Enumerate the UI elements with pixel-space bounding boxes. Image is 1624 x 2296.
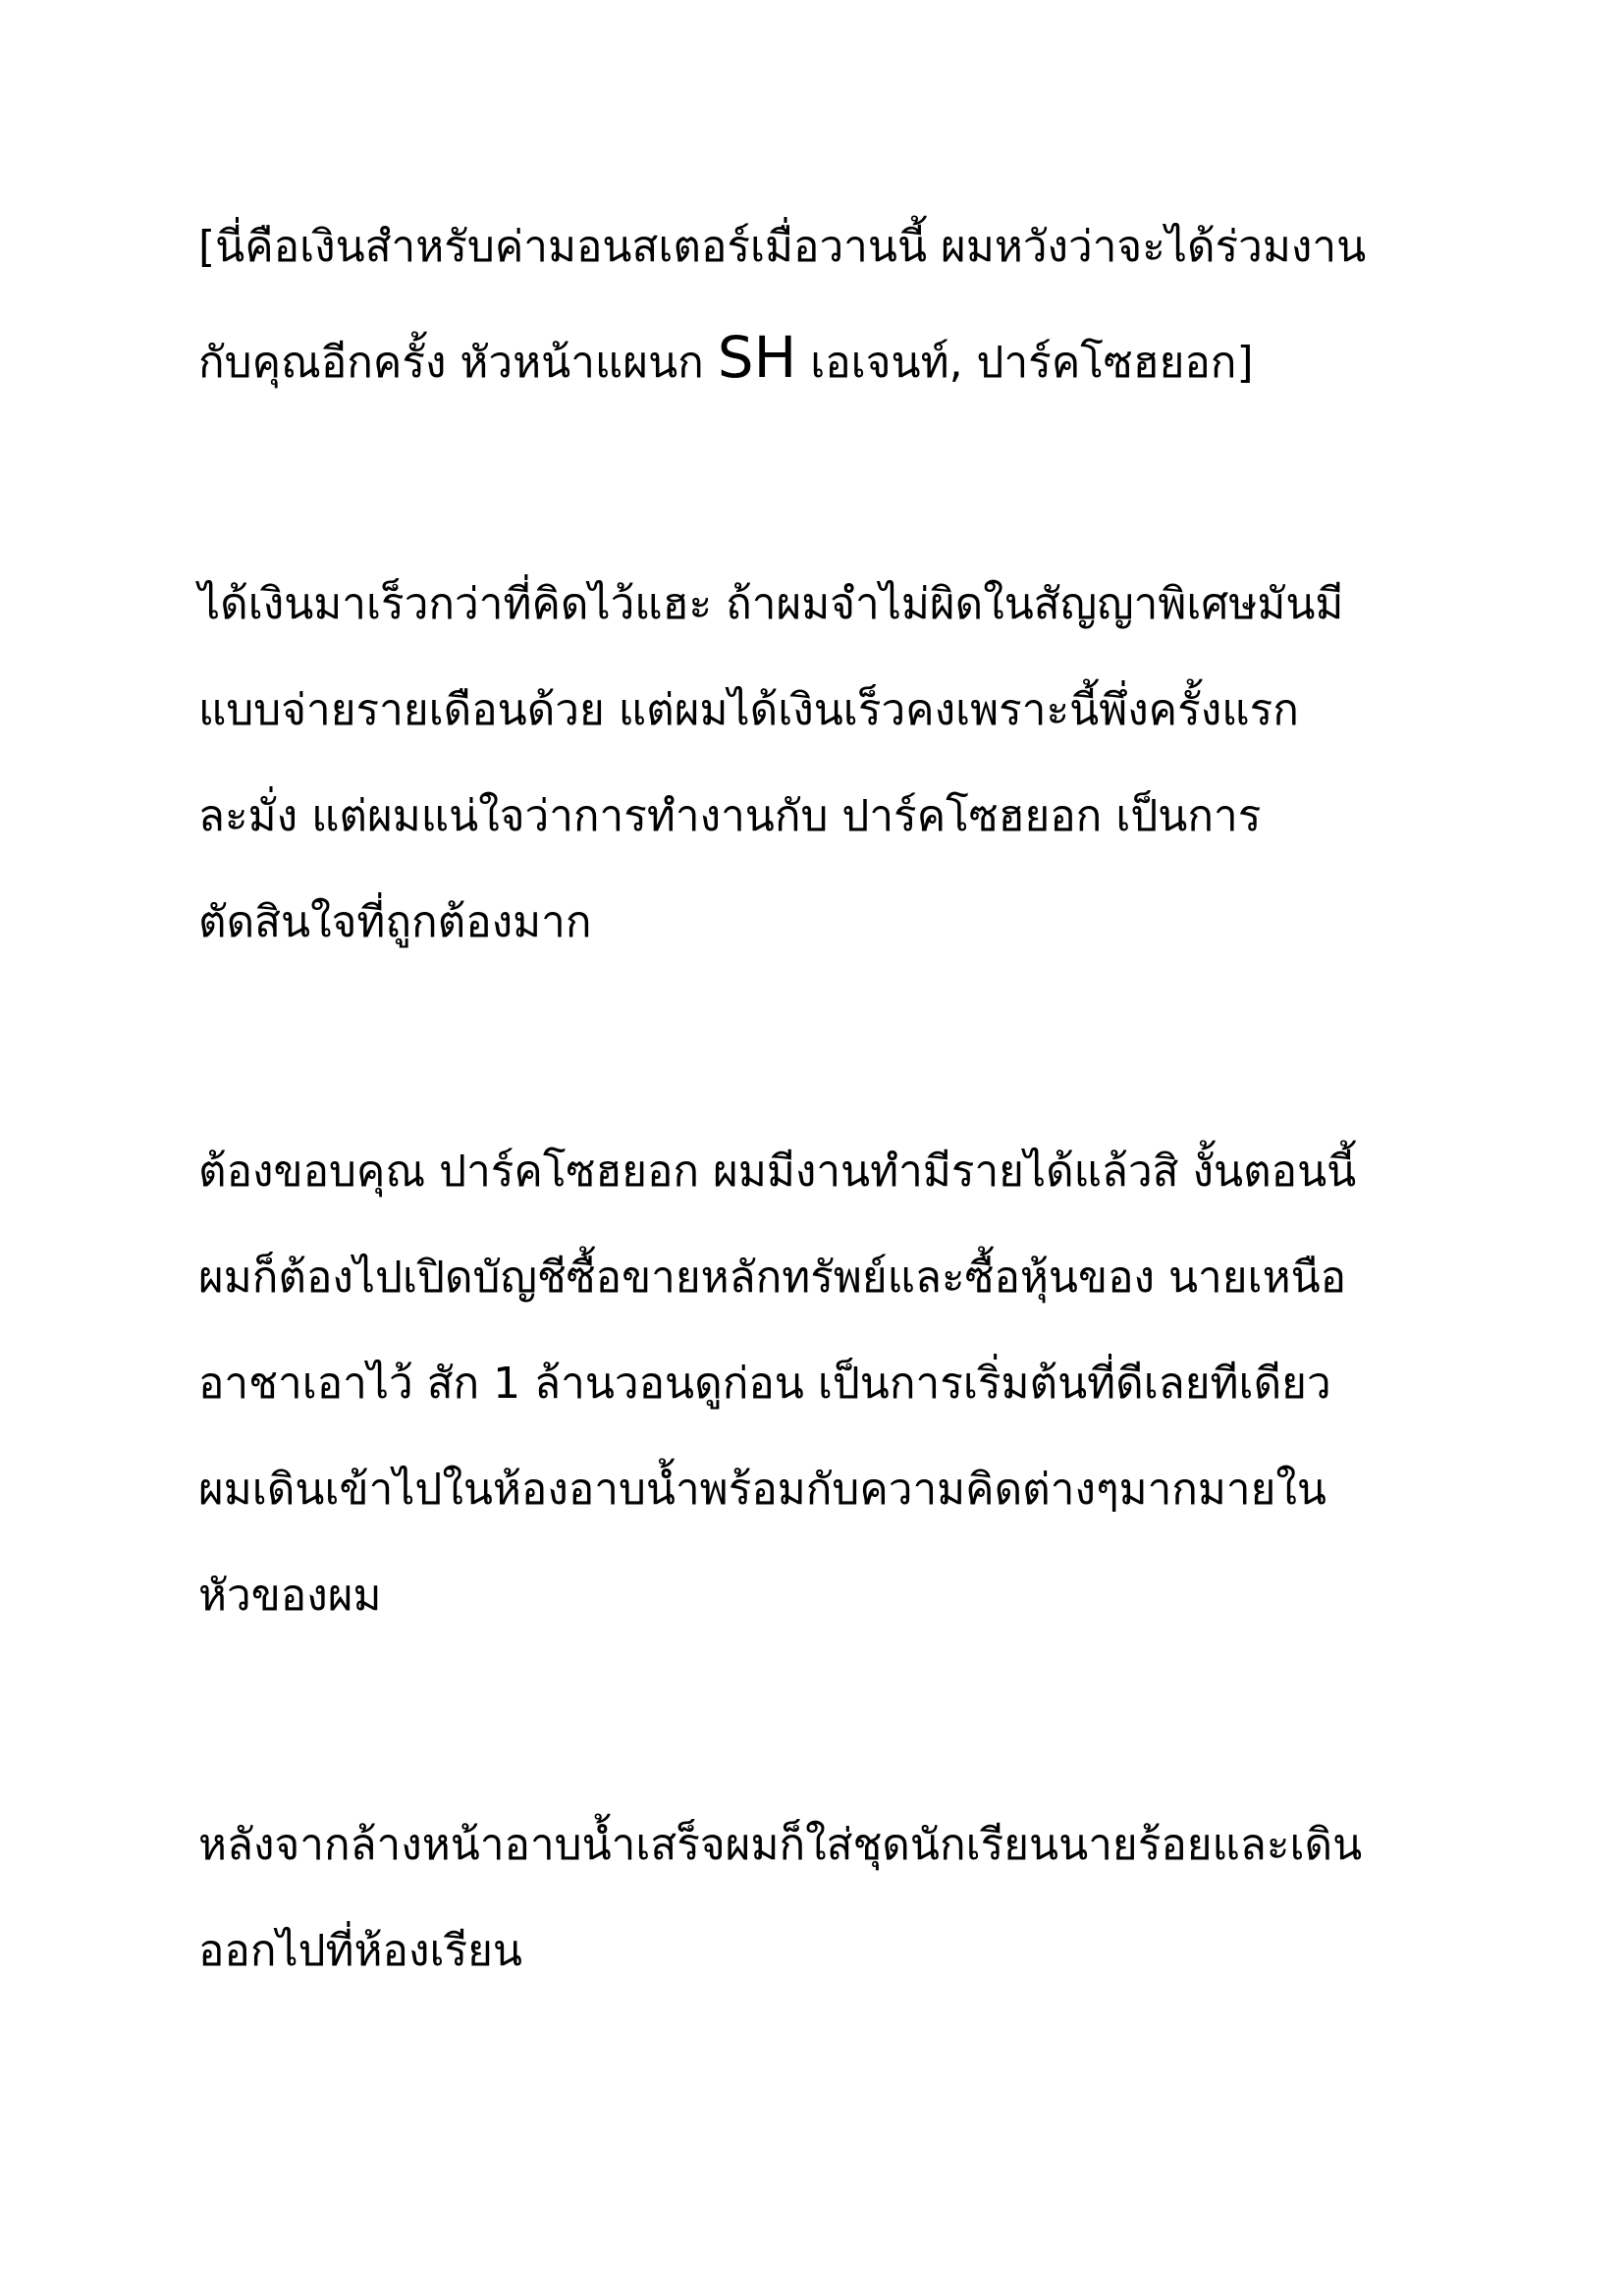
text-segment: กับคุณอีกครั้ง หัวหน้าแผนก [198, 338, 718, 388]
text-line [198, 324, 1254, 393]
text-line: อาชาเอาไว้ สัก 1 ล้านวอนดูก่อน เป็นการเริ่มต้นที่ดีเลยทีเดียว [198, 1359, 1331, 1409]
text-line: ได้เงินมาเร็วกว่าที่คิดไว้แฮะ ถ้าผมจำไม่ผิดในสัญญาพิเศษมันมี [198, 579, 1344, 629]
text-line: หลังจากล้างหน้าอาบน้ำเสร็จผมก็ใส่ชุดนักเรียนนายร้อยและเดิน [198, 1820, 1363, 1870]
text-line: ละมั่ง แต่ผมแน่ใจว่าการทำงานกับ ปาร์คโซฮยอก เป็นการ [198, 791, 1262, 841]
agent-code-text: SH [717, 324, 797, 391]
text-line: [นี่คือเงินสำหรับค่ามอนสเตอร์เมื่อวานนี้ ผมหวังว่าจะได้ร่วมงาน [198, 222, 1367, 272]
text-line: ตัดสินใจที่ถูกต้องมาก [198, 897, 592, 947]
text-segment: เอเจนท์, ปาร์คโซฮยอก] [796, 338, 1254, 388]
text-line: ผมก็ต้องไปเปิดบัญชีซื้อขายหลักทรัพย์และซื้อหุ้นของ นายเหนือ [198, 1253, 1347, 1303]
text-line: ออกไปที่ห้องเรียน [198, 1926, 522, 1976]
text-line: ผมเดินเข้าไปในห้องอาบน้ำพร้อมกับความคิดต่างๆมากมายใน [198, 1465, 1326, 1515]
text-line: ต้องขอบคุณ ปาร์คโซฮยอก ผมมีงานทำมีรายได้แล้วสิ งั้นตอนนี้ [198, 1147, 1357, 1197]
text-line: แบบจ่ายรายเดือนด้วย แต่ผมได้เงินเร็วคงเพราะนี้พึ่งครั้งแรก [198, 685, 1299, 735]
text-line: หัวของผม [198, 1571, 382, 1621]
